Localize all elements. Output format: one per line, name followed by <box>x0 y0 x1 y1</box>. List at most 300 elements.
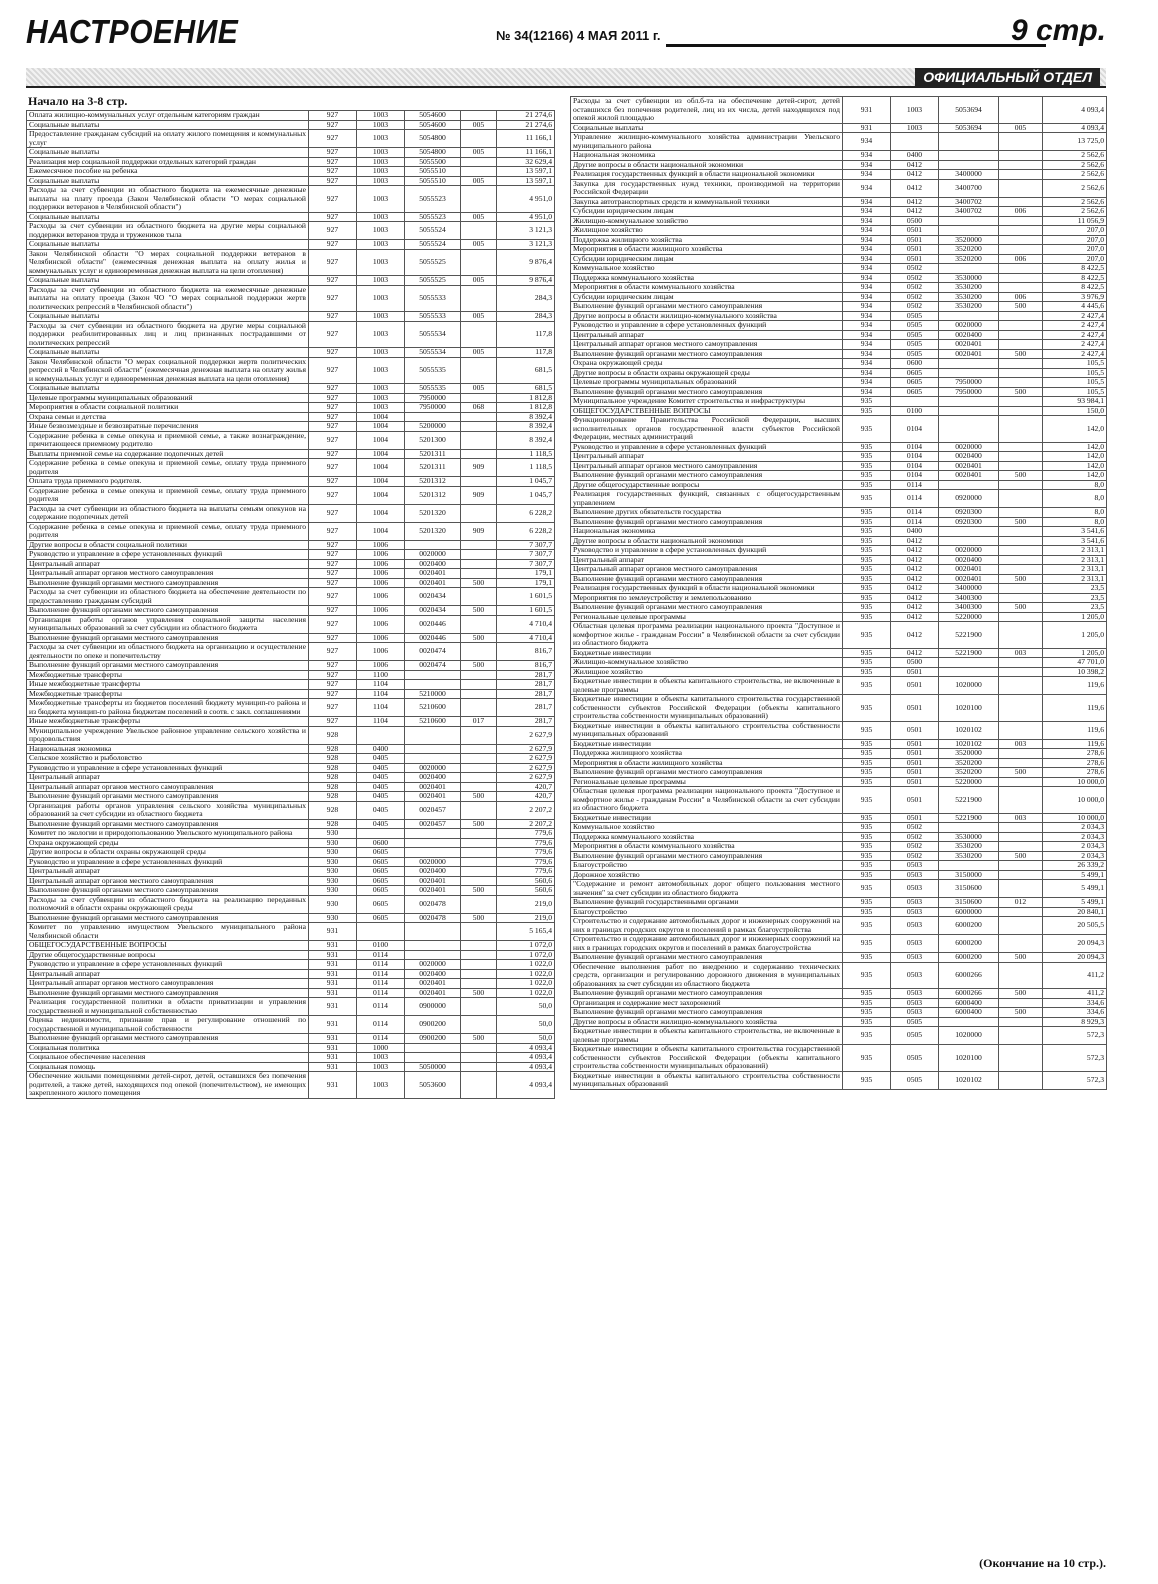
item-name: Бюджетные инвестиции в объекты капитального строительства государственной собственности субъектов Российской Федерации (объекты капитального строительства собственности муниципальных образований) <box>571 695 843 722</box>
amount: 779,6 <box>497 848 555 858</box>
ministry-code: 931 <box>309 1072 357 1099</box>
item-name: Выполнение функций органами местного самоуправления <box>571 768 843 778</box>
expense-type <box>461 222 497 240</box>
amount: 1 022,0 <box>497 960 555 970</box>
table-row <box>27 923 555 941</box>
item-name: Бюджетные инвестиции в объекты капитального строительства государственной собственности субъектов Российской Федерации (объекты капитального строительства собственности муниципальных образований) <box>571 1045 843 1072</box>
item-name: Муниципальное учреждение Комитет строительства и инфраструктуры <box>571 397 843 407</box>
section-code: 0605 <box>891 368 939 378</box>
expense-type <box>461 960 497 970</box>
expense-type: 005 <box>461 176 497 186</box>
amount: 779,6 <box>497 829 555 839</box>
amount: 117,8 <box>497 321 555 348</box>
item-name: Расходы за счет субвенции из областного бюджета на ежемесячные денежные выплаты на оплату проезда (Закон ЧО "О мерах социальной поддержки жертв политических репрессий в Челябинской области") <box>27 285 309 312</box>
target-code: 5055535 <box>405 384 461 394</box>
amount: 284,3 <box>497 285 555 312</box>
table-row <box>27 643 555 661</box>
item-name: Другие вопросы в области охраны окружающей среды <box>571 368 843 378</box>
target-code: 0020401 <box>939 565 999 575</box>
item-name: Национальная экономика <box>571 151 843 161</box>
amount: 8 392,4 <box>497 412 555 422</box>
amount: 2 562,6 <box>1043 197 1107 207</box>
target-code: 0020457 <box>405 819 461 829</box>
target-code: 5055510 <box>405 176 461 186</box>
expense-type: 500 <box>999 387 1043 397</box>
item-name: Выполнение функций органами местного самоуправления <box>571 471 843 481</box>
item-name: Закупка для государственных нужд техники, производимой на территории Российской Федерации <box>571 179 843 197</box>
budget-table-left <box>26 110 555 1099</box>
ministry-code: 935 <box>843 536 891 546</box>
expense-type <box>999 667 1043 677</box>
table-row <box>571 283 1107 293</box>
target-code: 6000200 <box>939 935 999 953</box>
target-code <box>939 861 999 871</box>
amount: 6 228,2 <box>497 504 555 522</box>
amount: 284,3 <box>497 312 555 322</box>
amount: 281,7 <box>497 680 555 690</box>
item-name: Социальные выплаты <box>27 312 309 322</box>
ministry-code: 927 <box>309 522 357 540</box>
section-code: 0505 <box>891 1045 939 1072</box>
expense-type <box>999 677 1043 695</box>
expense-type: 909 <box>461 486 497 504</box>
ministry-code: 928 <box>309 726 357 744</box>
target-code: 5201320 <box>405 522 461 540</box>
amount: 3 121,3 <box>497 240 555 250</box>
ministry-code: 930 <box>309 876 357 886</box>
ministry-code: 927 <box>309 569 357 579</box>
target-code: 5055534 <box>405 321 461 348</box>
target-code <box>405 1043 461 1053</box>
expense-type <box>999 527 1043 537</box>
target-code: 5055525 <box>405 249 461 276</box>
section-code: 0114 <box>357 1016 405 1034</box>
amount: 334,6 <box>1043 1008 1107 1018</box>
item-name: Содержание ребенка в семье опекуна и приемной семье, оплату труда приемного родителя <box>27 522 309 540</box>
target-code: 5055524 <box>405 222 461 240</box>
section-code: 1003 <box>357 148 405 158</box>
target-code: 5053694 <box>939 97 999 124</box>
item-name: Социальные выплаты <box>27 148 309 158</box>
ministry-code: 931 <box>309 969 357 979</box>
amount: 5 165,4 <box>497 923 555 941</box>
table-row <box>571 898 1107 908</box>
section-code: 0104 <box>891 471 939 481</box>
ministry-code: 935 <box>843 406 891 416</box>
section-code: 1003 <box>357 1072 405 1099</box>
ministry-code: 931 <box>309 988 357 998</box>
item-name: Комитет по управлению имуществом Увельского муниципального района Челябинской области <box>27 923 309 941</box>
expense-type <box>461 680 497 690</box>
expense-type: 500 <box>461 886 497 896</box>
item-name: Руководство и управление в сфере установленных функций <box>27 763 309 773</box>
section-code: 1004 <box>357 422 405 432</box>
target-code: 0020000 <box>405 960 461 970</box>
expense-type <box>461 969 497 979</box>
target-code: 0020478 <box>405 895 461 913</box>
target-code <box>405 838 461 848</box>
amount: 3 541,6 <box>1043 536 1107 546</box>
amount: 5 499,1 <box>1043 898 1107 908</box>
table-row <box>571 1045 1107 1072</box>
expense-type <box>461 615 497 633</box>
ministry-code: 928 <box>309 744 357 754</box>
item-name: Межбюджетные трансферты <box>27 670 309 680</box>
target-code <box>939 226 999 236</box>
ministry-code: 935 <box>843 1017 891 1027</box>
header-rule <box>666 44 1046 47</box>
ministry-code: 927 <box>309 222 357 240</box>
table-row <box>571 962 1107 989</box>
expense-type <box>461 130 497 148</box>
item-name: Поддержка коммунального хозяйства <box>571 832 843 842</box>
ministry-code: 935 <box>843 777 891 787</box>
target-code: 0020401 <box>939 471 999 481</box>
target-code <box>939 416 999 443</box>
amount: 21 274,6 <box>497 120 555 130</box>
expense-type <box>461 559 497 569</box>
amount: 119,6 <box>1043 677 1107 695</box>
item-name: Центральный аппарат <box>571 452 843 462</box>
amount: 4 093,4 <box>1043 123 1107 133</box>
amount: 2 627,9 <box>497 754 555 764</box>
table-row <box>27 941 555 951</box>
target-code <box>939 823 999 833</box>
right-column <box>570 96 1106 1090</box>
expense-type: 003 <box>999 739 1043 749</box>
target-code: 0900200 <box>405 1016 461 1034</box>
expense-type <box>999 749 1043 759</box>
expense-type <box>461 477 497 487</box>
expense-type <box>999 1027 1043 1045</box>
table-row <box>27 477 555 487</box>
section-code: 0114 <box>357 960 405 970</box>
item-name: Предоставление гражданам субсидий на оплату жилого помещения и коммунальных услуг <box>27 130 309 148</box>
section-code: 0503 <box>891 917 939 935</box>
continued-to: (Окончание на 10 стр.). <box>979 1556 1106 1570</box>
amount: 2 562,6 <box>1043 151 1107 161</box>
ministry-code: 927 <box>309 276 357 286</box>
amount: 4 951,0 <box>497 186 555 213</box>
expense-type: 500 <box>461 578 497 588</box>
target-code: 0020401 <box>405 876 461 886</box>
item-name: Другие вопросы в области национальной экономики <box>571 536 843 546</box>
amount: 13 597,1 <box>497 167 555 177</box>
item-name: Реализация государственных функций в области национальной экономики <box>571 584 843 594</box>
ministry-code: 927 <box>309 680 357 690</box>
expense-type <box>999 490 1043 508</box>
ministry-code: 935 <box>843 880 891 898</box>
table-row <box>571 842 1107 852</box>
ministry-code: 935 <box>843 555 891 565</box>
expense-type <box>999 442 1043 452</box>
expense-type <box>999 416 1043 443</box>
ministry-code: 927 <box>309 240 357 250</box>
expense-type: 500 <box>999 471 1043 481</box>
section-code: 0405 <box>357 792 405 802</box>
ministry-code: 935 <box>843 471 891 481</box>
amount: 8,0 <box>1043 480 1107 490</box>
ministry-code: 927 <box>309 643 357 661</box>
amount: 23,5 <box>1043 593 1107 603</box>
ministry-code: 935 <box>843 842 891 852</box>
item-name: Региональные целевые программы <box>571 612 843 622</box>
ministry-code: 931 <box>309 1062 357 1072</box>
ministry-code: 928 <box>309 773 357 783</box>
ministry-code: 934 <box>843 330 891 340</box>
item-name: Расходы за счет субвенции из областного бюджета на организацию и осуществление деятельности по опеке и попечительству <box>27 643 309 661</box>
item-name: Расходы за счет субвенции из областного бюджета на другие меры социальной поддержки реабилитированных лиц и лиц признанных пострадавшими от политических репрессий <box>27 321 309 348</box>
table-row <box>27 1053 555 1063</box>
target-code: 3530200 <box>939 842 999 852</box>
ministry-code: 935 <box>843 832 891 842</box>
item-name: Центральный аппарат органов местного самоуправления <box>27 782 309 792</box>
expense-type <box>999 907 1043 917</box>
table-row <box>27 569 555 579</box>
amount: 1 072,0 <box>497 941 555 951</box>
target-code: 0020000 <box>405 763 461 773</box>
amount: 10 000,0 <box>1043 787 1107 814</box>
section-code: 0502 <box>891 842 939 852</box>
amount: 2 562,6 <box>1043 179 1107 197</box>
section-code: 0505 <box>891 340 939 350</box>
item-name: Другие общегосударственные вопросы <box>571 480 843 490</box>
amount: 4 445,6 <box>1043 302 1107 312</box>
table-row <box>571 721 1107 739</box>
item-name: Расходы за счет субвенции из областного бюджета на ежемесячные денежные выплаты на плату проезда (Закон Челябинской области "О мерах социальной поддержки ветеранов в Челябинской области") <box>27 186 309 213</box>
table-row <box>27 886 555 896</box>
expense-type <box>461 979 497 989</box>
item-name: Мероприятия по землеустройству и землепользованию <box>571 593 843 603</box>
amount: 4 093,4 <box>497 1072 555 1099</box>
amount: 334,6 <box>1043 998 1107 1008</box>
ministry-code: 934 <box>843 179 891 197</box>
section-code: 0400 <box>891 527 939 537</box>
amount: 281,7 <box>497 670 555 680</box>
table-row <box>571 416 1107 443</box>
ministry-code: 927 <box>309 412 357 422</box>
left-column <box>26 110 554 1099</box>
target-code: 5055523 <box>405 186 461 213</box>
item-name: Закон Челябинской области "О мерах социальной поддержки ветеранов в Челябинской области" (ежемесячная денежная выплата на оплату жилья и коммунальных услуг и единовременная денежная выплата на цели отопления) <box>27 249 309 276</box>
amount: 420,7 <box>497 792 555 802</box>
section-code: 1006 <box>357 550 405 560</box>
item-name: Другие вопросы в области жилищно-коммунального хозяйства <box>571 1017 843 1027</box>
amount: 1 072,0 <box>497 950 555 960</box>
ministry-code: 935 <box>843 1045 891 1072</box>
ministry-code: 927 <box>309 689 357 699</box>
table-row <box>571 953 1107 963</box>
amount: 9 876,4 <box>497 276 555 286</box>
section-code: 0412 <box>891 603 939 613</box>
ministry-code: 935 <box>843 517 891 527</box>
item-name: Другие вопросы в области социальной политики <box>27 540 309 550</box>
table-row <box>27 801 555 819</box>
ministry-code: 930 <box>309 829 357 839</box>
section-code: 1006 <box>357 588 405 606</box>
expense-type <box>999 264 1043 274</box>
section-code: 0502 <box>891 851 939 861</box>
expense-type <box>999 584 1043 594</box>
section-code: 0502 <box>891 283 939 293</box>
target-code: 3150600 <box>939 880 999 898</box>
section-code: 0114 <box>357 979 405 989</box>
expense-type <box>461 422 497 432</box>
section-code: 0501 <box>891 777 939 787</box>
item-name: ОБЩЕГОСУДАРСТВЕННЫЕ ВОПРОСЫ <box>27 941 309 951</box>
target-code <box>939 667 999 677</box>
expense-type <box>461 321 497 348</box>
expense-type <box>999 368 1043 378</box>
target-code: 5054600 <box>405 111 461 121</box>
table-row <box>571 935 1107 953</box>
expense-type: 500 <box>461 913 497 923</box>
ministry-code: 935 <box>843 739 891 749</box>
item-name: Реализация государственной политики в области приватизации и управления государственной и муниципальной собственностью <box>27 998 309 1016</box>
section-code: 0501 <box>891 768 939 778</box>
target-code: 0020478 <box>405 913 461 923</box>
table-row <box>27 763 555 773</box>
budget-table-right <box>570 96 1107 1090</box>
target-code: 6000400 <box>939 998 999 1008</box>
expense-type <box>461 186 497 213</box>
section-code: 0505 <box>891 321 939 331</box>
amount: 572,3 <box>1043 1045 1107 1072</box>
item-name: Строительство и содержание автомобильных дорог и инженерных сооружений на них в границах городских округов и поселений в рамках благоустройства <box>571 917 843 935</box>
section-code: 0605 <box>357 867 405 877</box>
ministry-code: 927 <box>309 111 357 121</box>
target-code: 3400702 <box>939 207 999 217</box>
section-code: 1003 <box>357 111 405 121</box>
expense-type: 500 <box>999 768 1043 778</box>
target-code: 0020457 <box>405 801 461 819</box>
ministry-code: 935 <box>843 574 891 584</box>
expense-type <box>999 226 1043 236</box>
table-row <box>571 133 1107 151</box>
table-row <box>571 1008 1107 1018</box>
item-name: Социальная политика <box>27 1043 309 1053</box>
ministry-code: 935 <box>843 721 891 739</box>
section-code: 1004 <box>357 431 405 449</box>
amount: 278,6 <box>1043 749 1107 759</box>
table-row <box>571 471 1107 481</box>
section-code: 1004 <box>357 504 405 522</box>
table-row <box>571 216 1107 226</box>
ministry-code: 927 <box>309 431 357 449</box>
section-code: 0412 <box>891 546 939 556</box>
target-code: 5210600 <box>405 699 461 717</box>
ministry-code: 927 <box>309 578 357 588</box>
amount: 2 562,6 <box>1043 160 1107 170</box>
amount: 2 427,4 <box>1043 321 1107 331</box>
target-code: 0920300 <box>939 517 999 527</box>
amount: 2 627,9 <box>497 773 555 783</box>
ministry-code: 931 <box>843 123 891 133</box>
section-code: 0502 <box>891 823 939 833</box>
table-row <box>27 312 555 322</box>
expense-type <box>999 378 1043 388</box>
expense-type <box>461 923 497 941</box>
section-code: 1004 <box>357 412 405 422</box>
ministry-code: 935 <box>843 442 891 452</box>
table-row <box>571 452 1107 462</box>
expense-type: 500 <box>999 953 1043 963</box>
target-code: 0020401 <box>405 792 461 802</box>
amount: 8 392,4 <box>497 431 555 449</box>
expense-type <box>461 838 497 848</box>
expense-type: 017 <box>461 717 497 727</box>
expense-type: 500 <box>999 302 1043 312</box>
table-row <box>27 606 555 616</box>
section-code: 0104 <box>891 416 939 443</box>
ministry-code: 931 <box>309 998 357 1016</box>
amount: 50,0 <box>497 1016 555 1034</box>
section-code: 0502 <box>891 273 939 283</box>
amount: 8,0 <box>1043 517 1107 527</box>
expense-type <box>461 504 497 522</box>
item-name: Центральный аппарат <box>27 969 309 979</box>
item-name: Межбюджетные трансферты из бюджетов поселений бюджету муницип-го района и из бюджета муницип-го района бюджетам поселений в соотв. с закл. соглашениями <box>27 699 309 717</box>
table-row <box>27 321 555 348</box>
target-code: 5200000 <box>405 422 461 432</box>
target-code: 0020400 <box>939 330 999 340</box>
section-code: 0501 <box>891 787 939 814</box>
section-code: 1006 <box>357 615 405 633</box>
item-name: Оплата жилищно-коммунальных услуг отдельным категориям граждан <box>27 111 309 121</box>
section-code: 0502 <box>891 832 939 842</box>
item-name: Строительство и содержание автомобильных дорог и инженерных сооружений на них в границах городских округов и поселений в рамках благоустройства <box>571 935 843 953</box>
target-code: 0020401 <box>405 988 461 998</box>
expense-type <box>461 588 497 606</box>
table-row <box>571 302 1107 312</box>
expense-type <box>999 555 1043 565</box>
amount: 179,1 <box>497 569 555 579</box>
item-name: Закон Челябинской области "О мерах социальной поддержки жертв политических репрессий в Челябинской области" (ежемесячная денежная выплата на оплату жилья и коммунальных услуг и единовременная денежная выплата на цели отопления) <box>27 357 309 384</box>
target-code: 1020102 <box>939 721 999 739</box>
item-name: Социальные выплаты <box>27 240 309 250</box>
amount: 2 427,4 <box>1043 349 1107 359</box>
ministry-code: 927 <box>309 670 357 680</box>
table-row <box>27 348 555 358</box>
ministry-code: 934 <box>843 197 891 207</box>
ministry-code: 935 <box>843 452 891 462</box>
section-code: 0501 <box>891 235 939 245</box>
ministry-code: 927 <box>309 550 357 560</box>
ministry-code: 927 <box>309 393 357 403</box>
item-name: Центральный аппарат органов местного самоуправления <box>571 565 843 575</box>
section-code: 1003 <box>357 276 405 286</box>
item-name: Ежемесячное пособие на ребенка <box>27 167 309 177</box>
section-code <box>357 829 405 839</box>
amount: 10 000,0 <box>1043 813 1107 823</box>
item-name: Социальное обеспечение населения <box>27 1053 309 1063</box>
target-code <box>939 406 999 416</box>
section-code: 0400 <box>357 744 405 754</box>
table-row <box>571 768 1107 778</box>
section-code: 1003 <box>357 1062 405 1072</box>
target-code: 0020400 <box>405 559 461 569</box>
expense-type <box>461 754 497 764</box>
section-code: 0605 <box>891 378 939 388</box>
target-code <box>939 1017 999 1027</box>
amount: 105,5 <box>1043 359 1107 369</box>
table-row <box>571 397 1107 407</box>
section-code: 1003 <box>357 120 405 130</box>
target-code: 0900200 <box>405 1034 461 1044</box>
section-code: 1003 <box>357 312 405 322</box>
target-code: 5201311 <box>405 459 461 477</box>
ministry-code: 935 <box>843 870 891 880</box>
